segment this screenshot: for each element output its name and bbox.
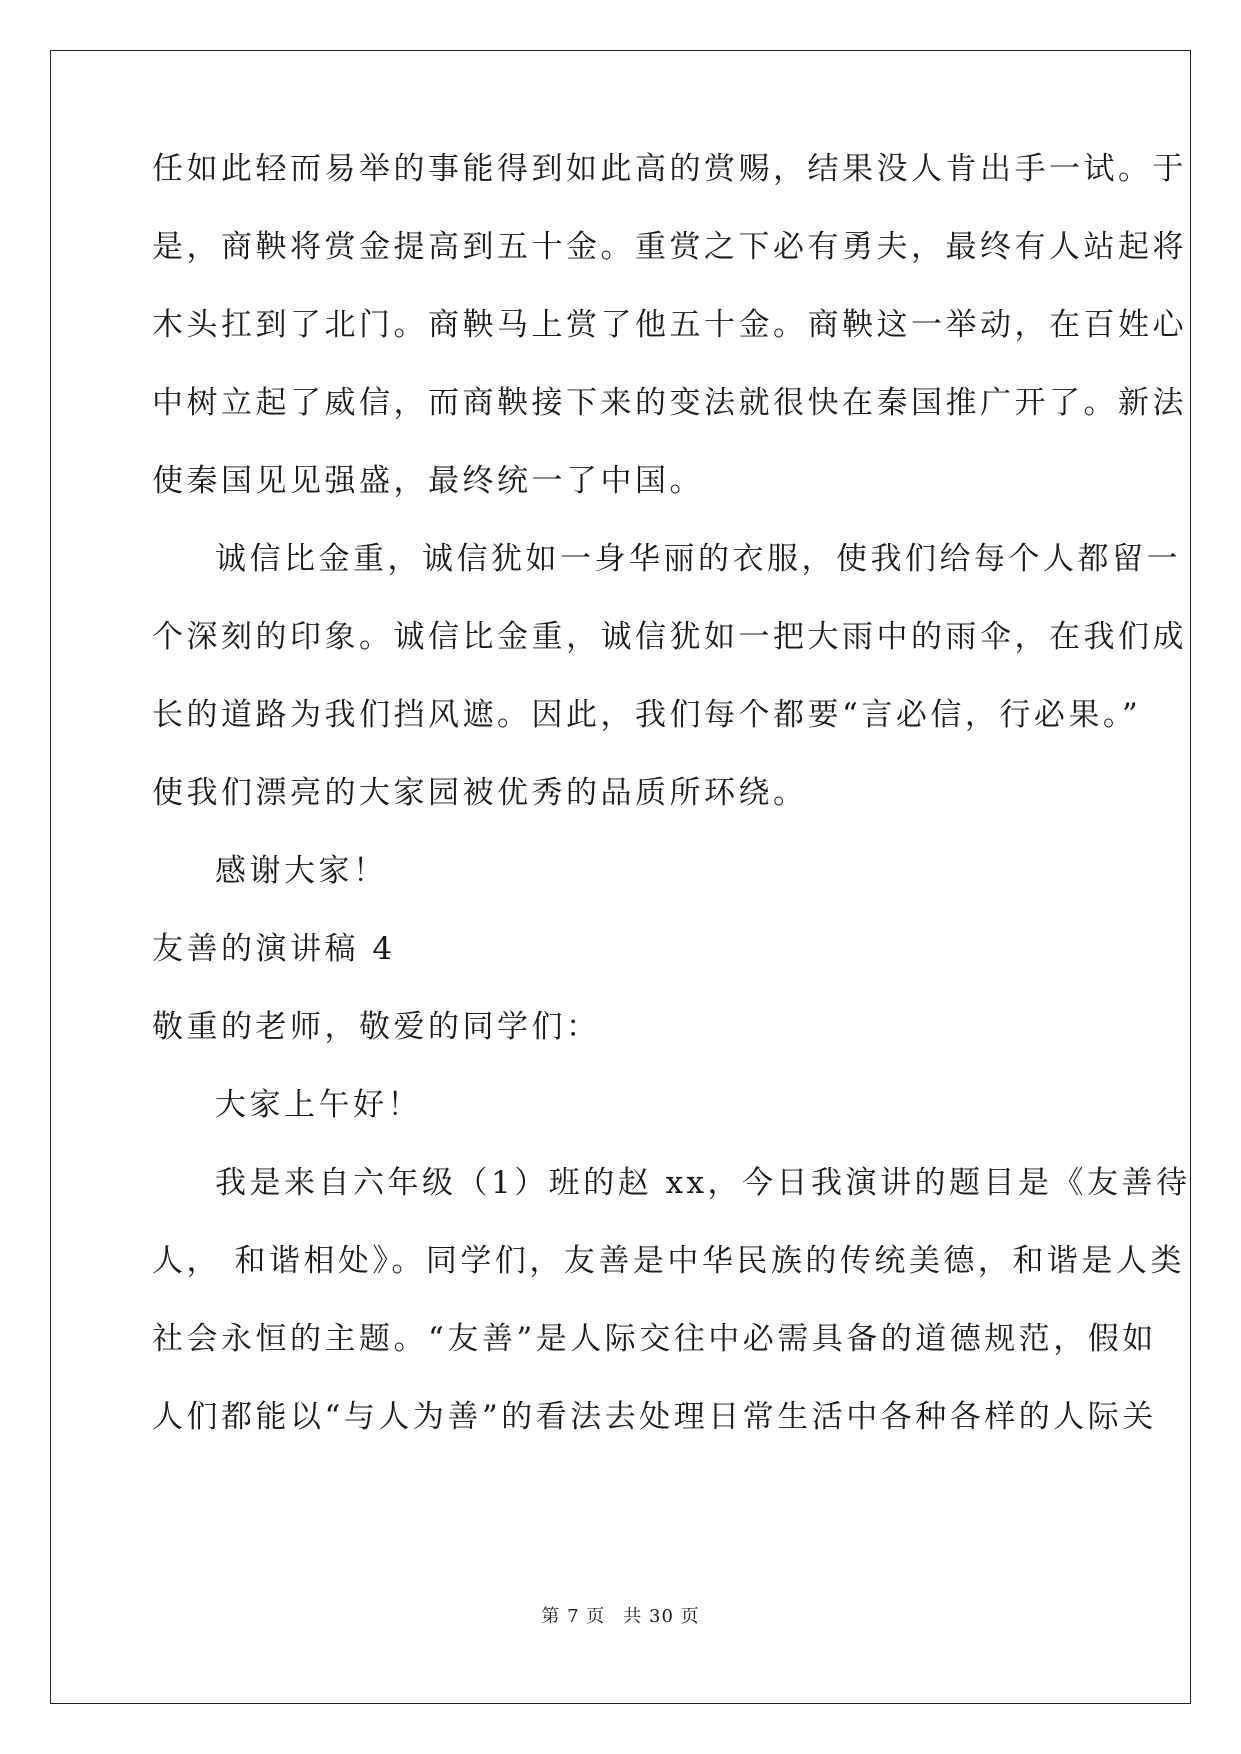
paragraph-line: 使秦国见见强盛，最终统一了中国。 bbox=[152, 463, 704, 499]
paragraph-line: 长的道路为我们挡风遮。因此，我们每个都要“言必信，行必果。” bbox=[152, 697, 1142, 733]
paragraph-line: 木头扛到了北门。商鞅马上赏了他五十金。商鞅这一举动，在百姓心 bbox=[152, 307, 1187, 343]
paragraph-line: 是，商鞅将赏金提高到五十金。重赏之下必有勇夫，最终有人站起将 bbox=[152, 229, 1187, 265]
page-number: 第 7 页 bbox=[541, 1606, 606, 1627]
closing-line: 感谢大家！ bbox=[215, 853, 388, 889]
greeting-line: 大家上午好！ bbox=[215, 1087, 422, 1123]
paragraph-line: 任如此轻而易举的事能得到如此高的赏赐，结果没人肯出手一试。于 bbox=[152, 151, 1187, 187]
paragraph-line: 诚信比金重，诚信犹如一身华丽的衣服，使我们给每个人都留一 bbox=[215, 541, 1181, 577]
page-footer bbox=[0, 1602, 1241, 1628]
page-total: 共 30 页 bbox=[623, 1606, 700, 1627]
paragraph-line: 使我们漂亮的大家园被优秀的品质所环绕。 bbox=[152, 775, 808, 811]
section-title: 友善的演讲稿 4 bbox=[152, 931, 396, 967]
salutation-line: 敬重的老师，敬爱的同学们： bbox=[152, 1009, 601, 1045]
paragraph-line: 中树立起了威信，而商鞅接下来的变法就很快在秦国推广开了。新法 bbox=[152, 385, 1187, 421]
paragraph-line: 人们都能以“与人为善”的看法去处理日常生活中各种各样的人际关 bbox=[152, 1399, 1157, 1435]
paragraph-line: 我是来自六年级（1）班的赵 xx，今日我演讲的题目是《友善待 bbox=[215, 1165, 1191, 1201]
paragraph-line: 社会永恒的主题。“友善”是人际交往中必需具备的道德规范，假如 bbox=[152, 1321, 1157, 1357]
document-body bbox=[152, 150, 1191, 1476]
paragraph-line: 人， 和谐相处》。同学们，友善是中华民族的传统美德，和谐是人类 bbox=[152, 1243, 1185, 1279]
paragraph-line: 个深刻的印象。诚信比金重，诚信犹如一把大雨中的雨伞，在我们成 bbox=[152, 619, 1187, 655]
